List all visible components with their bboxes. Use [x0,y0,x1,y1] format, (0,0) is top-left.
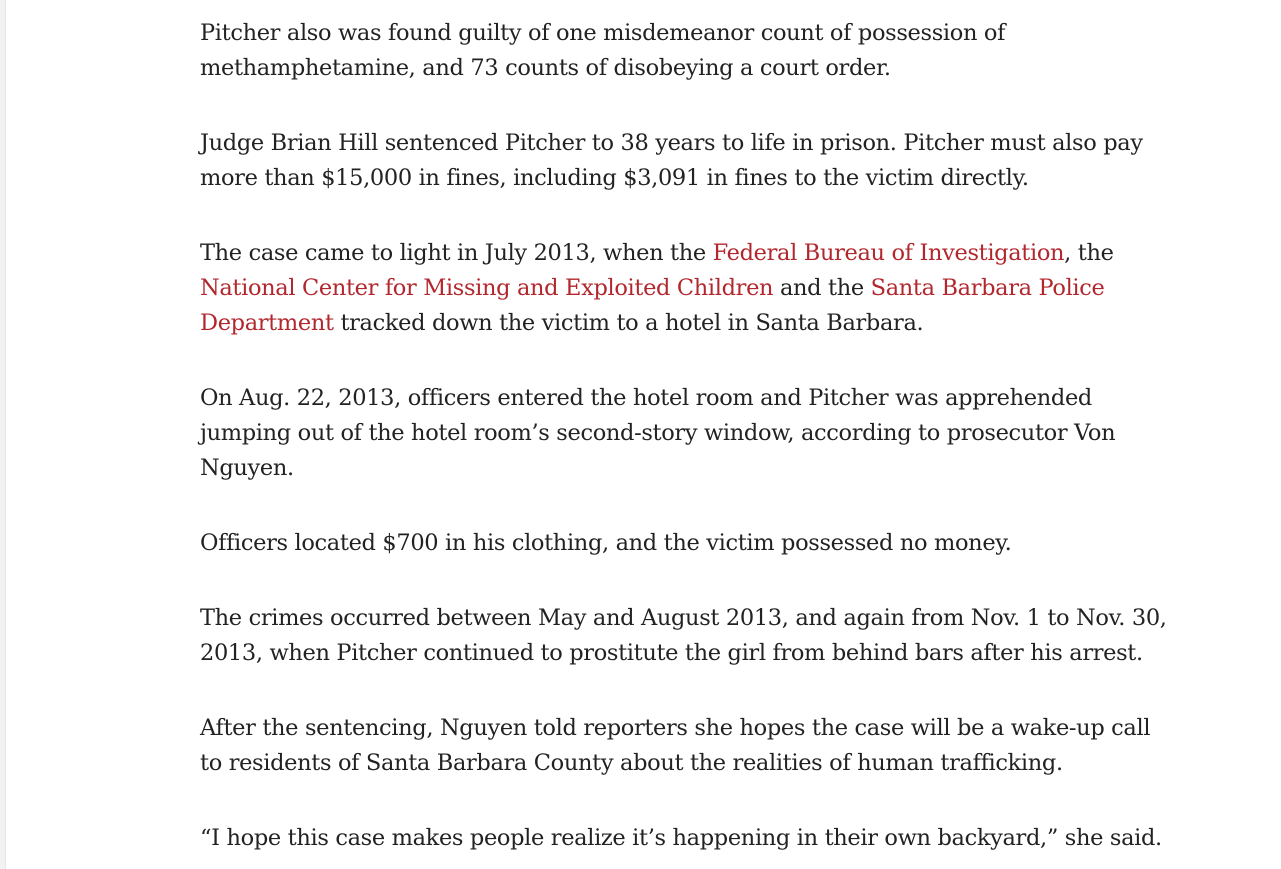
article-paragraph-8 [200,821,1175,856]
left-gutter [0,0,6,869]
article-paragraph-3 [200,236,1175,341]
article-paragraph-2 [200,126,1175,196]
article-body [200,16,1175,869]
paragraph-text: The crimes occurred between May and August 2013, and again from Nov. 1 to Nov. 30, 2013, when Pitcher continued to prostitute the girl from behind bars after his arrest. [200,605,1167,666]
paragraph-text: Officers located $700 in his clothing, and the victim possessed no money. [200,530,1012,556]
article-paragraph-1 [200,16,1175,86]
link-santa-barbara-police-department[interactable]: Santa Barbara Police Department [200,275,1105,336]
paragraph-text: Judge Brian Hill sentenced Pitcher to 38 years to life in prison. Pitcher must also pay more than $15,000 in fines, including $3,091 in fines to the victim directly. [200,130,1143,191]
link-federal-bureau-of-investigation[interactable]: Federal Bureau of Investigation [712,240,1065,266]
paragraph-text: Pitcher also was found guilty of one misdemeanor count of possession of methamphetamine, and 73 counts of disobeying a court order. [200,20,1006,81]
paragraph-text: On Aug. 22, 2013, officers entered the hotel room and Pitcher was apprehended jumping out of the hotel room’s second-story window, according to prosecutor Von Nguyen. [200,385,1116,481]
article-paragraph-6 [200,601,1175,671]
article-paragraph-7 [200,711,1175,781]
paragraph-text: and the [773,275,871,301]
paragraph-text: tracked down the victim to a hotel in Santa Barbara. [333,310,924,336]
article-paragraph-5 [200,526,1175,561]
paragraph-text: After the sentencing, Nguyen told reporters she hopes the case will be a wake-up call to residents of Santa Barbara County about the realities of human trafficking. [200,715,1151,776]
link-national-center-missing-exploited-children[interactable]: National Center for Missing and Exploited Children [200,275,774,301]
paragraph-text: The case came to light in July 2013, when the [200,240,713,266]
paragraph-text: “I hope this case makes people realize it’s happening in their own backyard,” she said. [200,825,1162,851]
paragraph-text: , the [1064,240,1114,266]
article-paragraph-4 [200,381,1175,486]
